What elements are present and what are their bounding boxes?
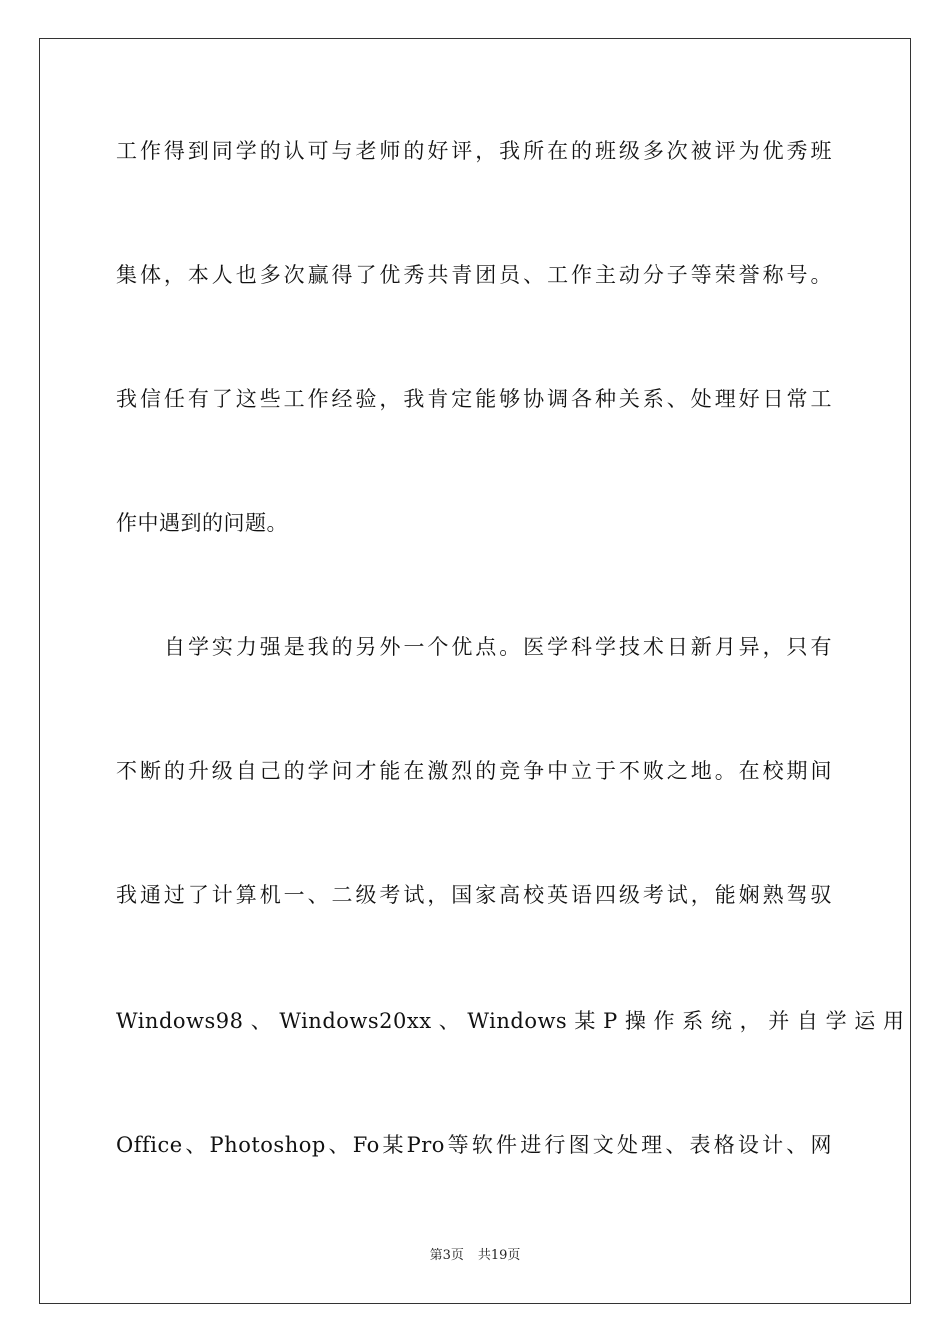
text-line-2: 集体，本人也多次赢得了优秀共青团员、工作主动分子等荣誉称号。 bbox=[116, 263, 832, 287]
text-line-3: 我信任有了这些工作经验，我肯定能够协调各种关系、处理好日常工 bbox=[116, 387, 832, 411]
text-line-1: 工作得到同学的认可与老师的好评，我所在的班级多次被评为优秀班 bbox=[116, 139, 832, 163]
text-line-5: 自学实力强是我的另外一个优点。医学科学技术日新月异，只有 bbox=[164, 635, 832, 659]
text-line-4: 作中遇到的问题。 bbox=[116, 511, 288, 535]
page-footer bbox=[0, 1246, 950, 1266]
text-line-6: 不断的升级自己的学问才能在激烈的竞争中立于不败之地。在校期间 bbox=[116, 759, 832, 783]
page-number: 第3页 bbox=[429, 1248, 464, 1263]
page-total: 共19页 bbox=[477, 1248, 521, 1263]
text-line-8: Windows98 、 Windows20xx 、 Windows 某 P 操 作 系 统 ， 并 自 学 运 用 bbox=[116, 1009, 905, 1033]
page-border bbox=[39, 38, 911, 1304]
text-line-9: Office、Photoshop、Fo某Pro等软件进行图文处理、表格设计、网 bbox=[116, 1133, 832, 1157]
text-line-7: 我通过了计算机一、二级考试，国家高校英语四级考试，能娴熟驾驭 bbox=[116, 883, 832, 907]
